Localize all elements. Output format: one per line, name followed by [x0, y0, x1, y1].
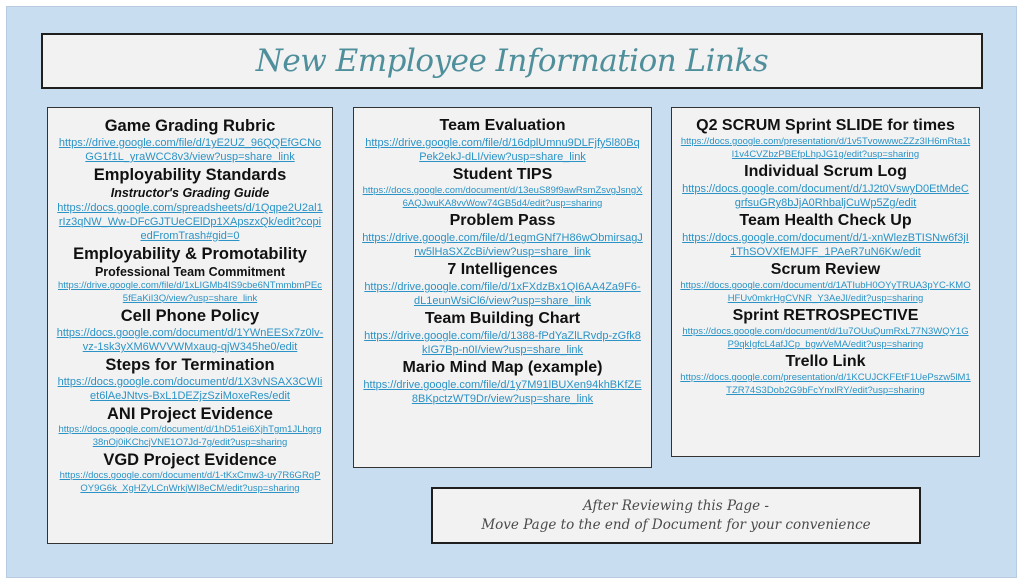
item-title: Scrum Review	[770, 261, 881, 278]
links-column-scrum	[671, 107, 980, 457]
item-title: Individual Scrum Log	[744, 163, 907, 180]
note-line-1: After Reviewing this Page -	[583, 497, 769, 514]
item-title: Problem Pass	[449, 212, 556, 229]
item-title: 7 Intelligences	[447, 261, 558, 278]
list-item	[672, 260, 979, 305]
title-banner	[41, 33, 983, 89]
list-item	[354, 116, 651, 164]
list-item	[672, 211, 979, 259]
page-title: New Employee Information Links	[255, 43, 769, 79]
item-link[interactable]: https://drive.google.com/file/d/1xLIGMb4IS9cbe6NTmmbmPEc5fEaKiI3Q/view?usp=share_link	[57, 280, 322, 304]
item-link[interactable]: https://docs.google.com/document/d/13euS89f9awRsmZsvgJsngX6AQJwuKA8vvWow74GB5d4/edit?usp=sharing	[362, 185, 643, 209]
item-link[interactable]: https://docs.google.com/presentation/d/1v5TvowwwcZZz3IH6mRta1tl1v4CVZbzPBEfpLhpJG1g/edit?usp=sharing	[680, 136, 971, 160]
item-link[interactable]: https://docs.google.com/document/d/1u7OUuQumRxL77N3WQY1GP9qkIgfcL4afJCp_bgwVeMA/edit?usp=sharing	[682, 326, 969, 350]
links-column-hr	[47, 107, 333, 544]
list-item	[48, 116, 332, 164]
list-item	[354, 165, 651, 210]
item-title: Q2 SCRUM Sprint SLIDE for times	[696, 117, 955, 134]
item-link[interactable]: https://drive.google.com/file/d/16dplUmnu9DLFjfy5l80BqPek2ekJ-dLI/view?usp=share_link	[365, 137, 640, 163]
item-title: VGD Project Evidence	[103, 451, 277, 469]
list-item	[48, 355, 332, 403]
item-link[interactable]: https://docs.google.com/document/d/1X3vNSAX3CWIiet6lAeJNtvs-BxL1DEZjzSziMoxeRes/edit	[57, 376, 323, 402]
item-title: Employability & Promotability	[73, 245, 307, 263]
list-item	[48, 244, 332, 305]
item-subtitle: Professional Team Commitment	[94, 265, 286, 279]
item-title: Cell Phone Policy	[120, 307, 260, 325]
list-item	[48, 450, 332, 495]
item-title: Employability Standards	[93, 166, 287, 184]
item-link[interactable]: https://drive.google.com/file/d/1y7M91lBUXen94khBKfZE8BKpctzWT9Dr/view?usp=share_link	[363, 379, 642, 405]
list-item	[354, 260, 651, 308]
item-title: Sprint RETROSPECTIVE	[732, 307, 919, 324]
list-item	[672, 352, 979, 397]
list-item	[354, 309, 651, 357]
list-item	[48, 165, 332, 243]
list-item	[48, 404, 332, 449]
note-box	[431, 487, 921, 544]
item-title: Team Building Chart	[424, 310, 581, 327]
item-link[interactable]: https://docs.google.com/document/d/1hD51ei6XjhTgm1JLhgrg38nOj0iKChcjVNE1O7Jd-7g/edit?usp=sharing	[58, 424, 322, 448]
list-item	[48, 306, 332, 354]
item-title: Team Health Check Up	[739, 212, 912, 229]
item-title: Student TIPS	[452, 166, 553, 183]
item-link[interactable]: https://drive.google.com/file/d/1388-fPdYaZlLRvdp-zGfk8kIG7Bp-n0I/view?usp=share_link	[364, 330, 641, 356]
item-link[interactable]: https://docs.google.com/presentation/d/1KCUJCKFEtF1UePszw5lM1TZR74S3Dob2G9bFcYnxlRY/edit?usp=sharing	[680, 372, 971, 396]
item-link[interactable]: https://docs.google.com/document/d/1-tKxCmw3-uy7R6GRqPOY9G6k_XgHZyLCnWrkjWI8eCM/edit?usp=sharing	[59, 470, 321, 494]
links-column-team	[353, 107, 652, 468]
item-title: Team Evaluation	[439, 117, 566, 134]
item-link[interactable]: https://drive.google.com/file/d/1egmGNf7H86wObmirsagJrw5lHaSXZcBi/view?usp=share_link	[362, 232, 643, 258]
list-item	[354, 358, 651, 406]
note-line-2: Move Page to the end of Document for your convenience	[481, 516, 871, 533]
item-title: ANI Project Evidence	[107, 405, 273, 423]
item-link[interactable]: https://docs.google.com/document/d/1J2t0VswyD0EtMdeCgrfsuGRy8bJjA0RhbaljCuWp5Zg/edit	[682, 183, 969, 209]
item-link[interactable]: https://docs.google.com/document/d/1-xnWlezBTISNw6f3jI1ThSOVXfEMJFF_1PAeR7uN6Kw/edit	[682, 232, 969, 258]
item-link[interactable]: https://drive.google.com/file/d/1xFXdzBx1QI6AA4Za9F6-dL1eunWsiCl6/view?usp=share_link	[364, 281, 641, 307]
item-title: Steps for Termination	[105, 356, 275, 374]
item-link[interactable]: https://drive.google.com/file/d/1yE2UZ_96QQEfGCNoGG1f1L_yraWCC8v3/view?usp=share_link	[58, 137, 322, 163]
list-item	[672, 162, 979, 210]
list-item	[354, 211, 651, 259]
item-link[interactable]: https://docs.google.com/document/d/1YWnEESx7z0lv-vz-1sk3yXM6WVVWMxaug-qjW345he0/edit	[56, 327, 324, 353]
list-item	[672, 306, 979, 351]
item-title: Trello Link	[785, 353, 866, 370]
list-item	[672, 116, 979, 161]
item-subtitle: Instructor's Grading Guide	[110, 186, 270, 200]
slide	[6, 6, 1017, 578]
item-link[interactable]: https://docs.google.com/spreadsheets/d/1Qqpe2U2al1rIz3qNW_Ww-DFcGJTUeCElDp1XApszxQk/edit?copiedFromTrash#gid=0	[57, 202, 323, 242]
item-title: Mario Mind Map (example)	[402, 359, 603, 376]
item-link[interactable]: https://docs.google.com/document/d/1ATIubH0OYyTRUA3pYC-KMOHFUv0mkrHgCVNR_Y3AeJI/edit?usp=sharing	[680, 280, 971, 304]
item-title: Game Grading Rubric	[104, 117, 276, 135]
